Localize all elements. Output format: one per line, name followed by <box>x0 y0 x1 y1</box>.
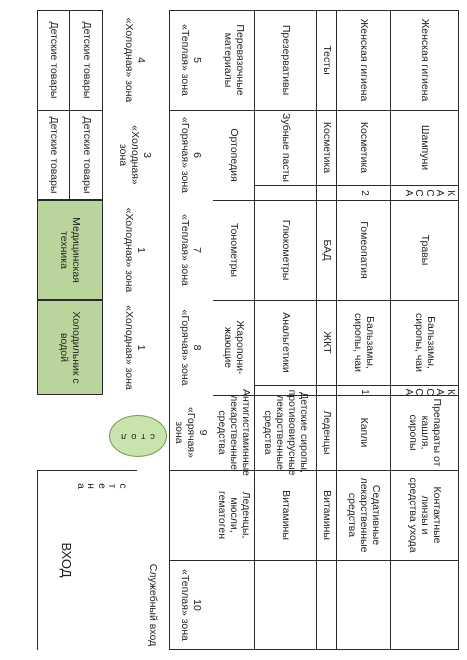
cold-zone-4-number: 4 <box>135 57 148 63</box>
cell-mid1-5: Капли <box>358 417 371 448</box>
zone-9 <box>169 395 213 470</box>
zone-5-number: 5 <box>191 57 204 63</box>
cell-mid2-3: БАД <box>321 239 334 261</box>
zone-6-label: «Горячая» зона <box>179 117 191 193</box>
cold-zone-1b-number: 1 <box>135 344 148 351</box>
service-entry[interactable]: Служебный вход <box>147 563 160 647</box>
cell-mid1-2: Косметика <box>358 121 371 174</box>
cell-mid2-4: ЖКТ <box>321 331 334 354</box>
cashier-2-number: 2 <box>359 190 370 196</box>
kids-shelf-1: Детские товары <box>80 21 93 99</box>
cell-mid3-4: Анальгетики <box>280 312 293 373</box>
table <box>109 415 167 457</box>
zone-9-number: 9 <box>197 429 210 436</box>
zone-7 <box>169 200 213 300</box>
cell-back-1: Женская гигиена <box>419 18 432 102</box>
zone-8-label: «Горячая» зона <box>179 309 191 386</box>
cold-zone-1b <box>103 300 167 395</box>
wall-label: с т е н а <box>75 483 128 489</box>
cell-front-3: Тонометры <box>228 223 241 277</box>
zone-7-label: «Теплая» зона <box>179 214 191 286</box>
zone-5 <box>169 10 213 110</box>
cell-back-4: Бальзамы, сиропы, чаи <box>413 312 438 373</box>
cold-zone-1a-label: «Холодная» зона <box>123 207 135 293</box>
cold-zone-3-number: 3 <box>141 152 154 158</box>
cold-zone-4 <box>103 10 167 110</box>
zone-8 <box>169 300 213 395</box>
zone-8-number: 8 <box>191 344 204 351</box>
cashier-1-number: 1 <box>359 389 370 395</box>
cold-zone-4-label: «Холодная» зона <box>123 17 135 103</box>
cell-mid1-3: Гомеопатия <box>358 221 371 279</box>
kids-shelf-4: Детские товары <box>47 116 60 194</box>
cell-mid3-3: Глюкометры <box>280 219 293 281</box>
cell-mid2-1: Тесты <box>321 45 334 75</box>
cold-zone-3 <box>103 110 167 200</box>
water-cooler-block: Холодильник с водой <box>37 300 103 395</box>
cell-front-4: Жаропони-жающие <box>222 320 247 375</box>
cell-back-3: Травы <box>419 234 432 266</box>
kids-shelf-3: Детские товары <box>80 116 93 194</box>
zone-10-label: «Теплая» зона <box>179 569 191 641</box>
zone-6 <box>169 110 213 200</box>
cell-mid2-5: Леденцы <box>321 410 334 455</box>
cell-back-5: Препараты от кашля, сиропы <box>406 398 444 467</box>
cold-zone-1a-number: 1 <box>135 247 148 253</box>
cell-mid2-2: Косметика <box>321 121 334 174</box>
cold-zone-1b-label: «Холодная» зона <box>123 305 135 390</box>
cell-mid3-2: Зубные пасты <box>280 113 293 182</box>
service-entry-box <box>169 560 213 650</box>
zone-10-number: 10 <box>191 599 204 611</box>
cell-back-6: Контактные линзы и средства ухода <box>406 477 444 553</box>
cell-back-2: Шампуни <box>419 124 432 171</box>
cell-mid1-6: Седативные лекарственные средства <box>345 477 383 553</box>
cell-front-5: Антигистаминные лекарственные средства <box>215 388 253 477</box>
table-label: с т о л <box>120 430 156 442</box>
cell-front-2: Ортопедия <box>228 128 241 182</box>
cell-mid1-4: Бальзамы, сиропы, чаи <box>352 312 377 373</box>
cell-mid3-5: Детские сиропы, противовирусные лекарственные средства <box>261 389 311 476</box>
kids-shelf-2: Детские товары <box>47 21 60 99</box>
cashier-2-label: К А С С А <box>403 189 456 197</box>
cell-mid3-1: Презервативы <box>280 24 293 96</box>
cold-zone-3-label: «Холодная» зона <box>116 125 142 185</box>
cell-front-1: Перевязочные материалы <box>222 24 247 96</box>
cell-mid2-6: Витамины <box>321 490 334 540</box>
medical-tech-block: Медицинская техника <box>37 200 103 300</box>
cashier-1-label: К А С С А <box>403 388 456 396</box>
cell-front-6: Леденцы, мюсли, гематоген <box>215 490 253 540</box>
entrance[interactable]: ВХОД <box>59 542 75 578</box>
zone-7-number: 7 <box>191 247 204 253</box>
zone-5-label: «Теплая» зона <box>179 24 191 96</box>
cell-mid1-1: Женская гигиена <box>358 18 371 102</box>
cell-mid3-6: Витамины <box>280 490 293 540</box>
zone-6-number: 6 <box>191 152 204 158</box>
zone-9-label: «Горячая» зона <box>172 407 198 458</box>
cold-zone-1a <box>103 200 167 300</box>
